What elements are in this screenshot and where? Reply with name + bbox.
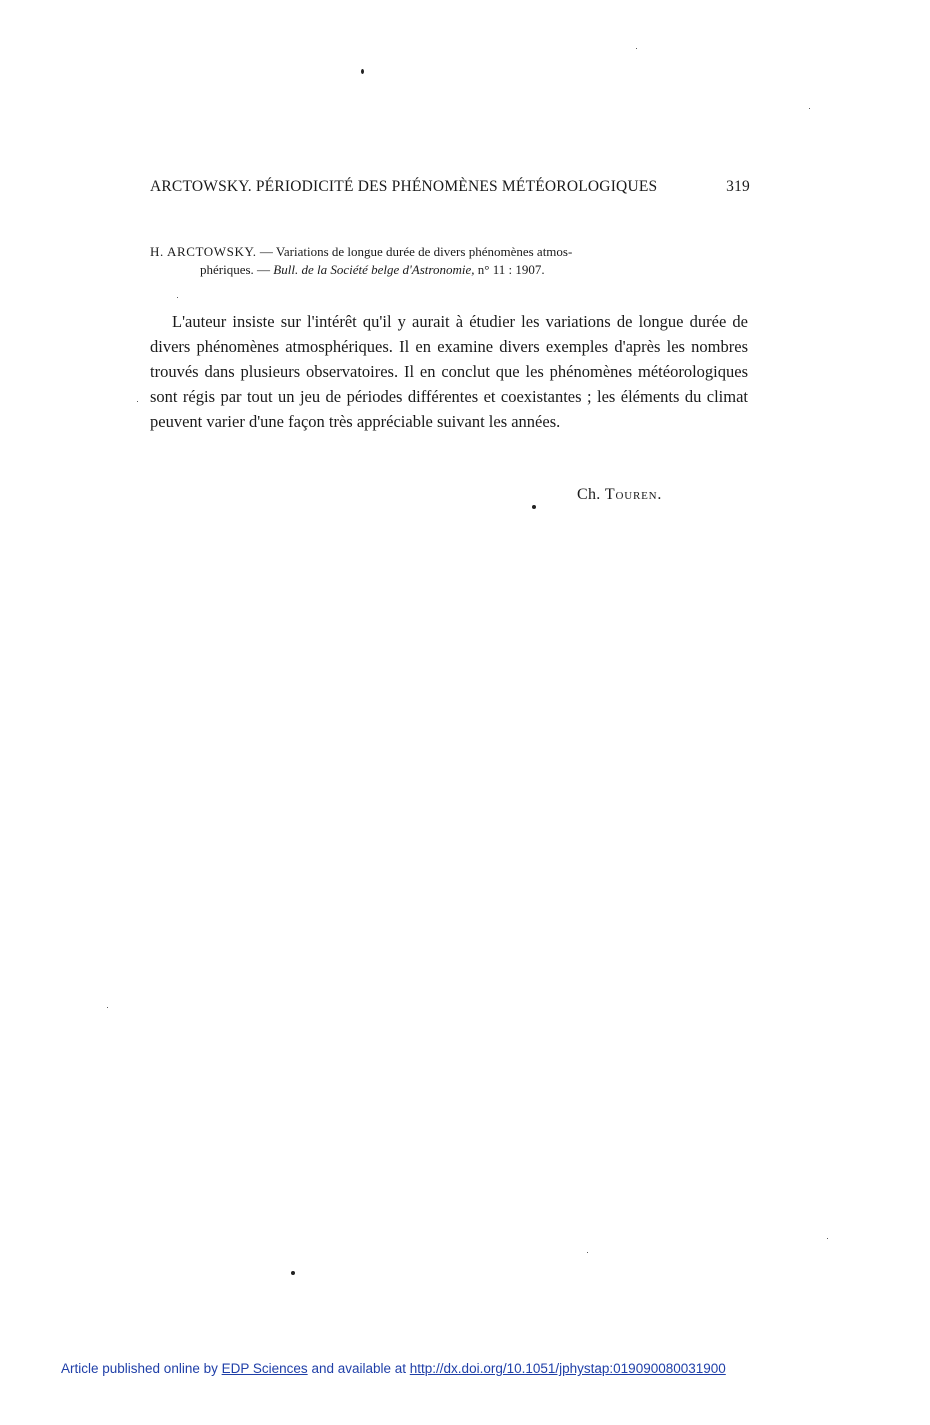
footer-prefix: Article published online by xyxy=(61,1361,218,1376)
doi-link[interactable]: http://dx.doi.org/10.1051/jphystap:019090080031900 xyxy=(409,1361,726,1376)
signature xyxy=(577,486,662,504)
scan-speck xyxy=(107,1007,108,1008)
running-header xyxy=(150,178,750,196)
scan-speck xyxy=(827,1238,828,1239)
scan-speck xyxy=(587,1252,588,1253)
reference-continuation xyxy=(150,261,748,279)
scan-speck xyxy=(361,69,364,74)
scan-speck xyxy=(636,48,637,49)
scan-speck xyxy=(532,505,536,509)
reference-author: H. ARCTOWSKY. xyxy=(150,244,257,259)
abstract-paragraph: L'auteur insiste sur l'intérêt qu'il y aurait à étudier les variations de longue durée de divers phénomènes atmosphériques. Il en examine divers exemples d'après les nombres trouvés dans plusieurs observatoires. Il en conclut que les phénomènes météorologiques sont régis par tout un jeu de périodes différentes et coexistantes ; les éléments du climat peuvent varier d'une façon très appréciable suivant les années. xyxy=(150,312,748,431)
signature-surname: Touren. xyxy=(604,486,663,503)
scan-speck xyxy=(137,401,138,402)
footer-middle: and available at xyxy=(311,1361,407,1376)
scan-speck xyxy=(177,297,178,298)
scan-speck xyxy=(809,108,810,109)
reference-issue: n° 11 : 1907. xyxy=(477,262,545,277)
scan-speck xyxy=(291,1271,295,1275)
bibliographic-reference xyxy=(150,243,748,279)
page-number: 319 xyxy=(726,178,750,195)
signature-initials: Ch. xyxy=(577,486,601,503)
running-title: ARCTOWSKY. PÉRIODICITÉ DES PHÉNOMÈNES MÉTÉOROLOGIQUES xyxy=(150,178,658,195)
reference-title-cont: phériques. — xyxy=(200,262,271,277)
reference-title: — Variations de longue durée de divers phénomènes atmos- xyxy=(259,244,573,259)
publisher-link[interactable]: EDP Sciences xyxy=(221,1361,308,1376)
reference-journal: Bull. de la Société belge d'Astronomie, xyxy=(273,262,475,277)
publication-footer xyxy=(61,1361,726,1376)
